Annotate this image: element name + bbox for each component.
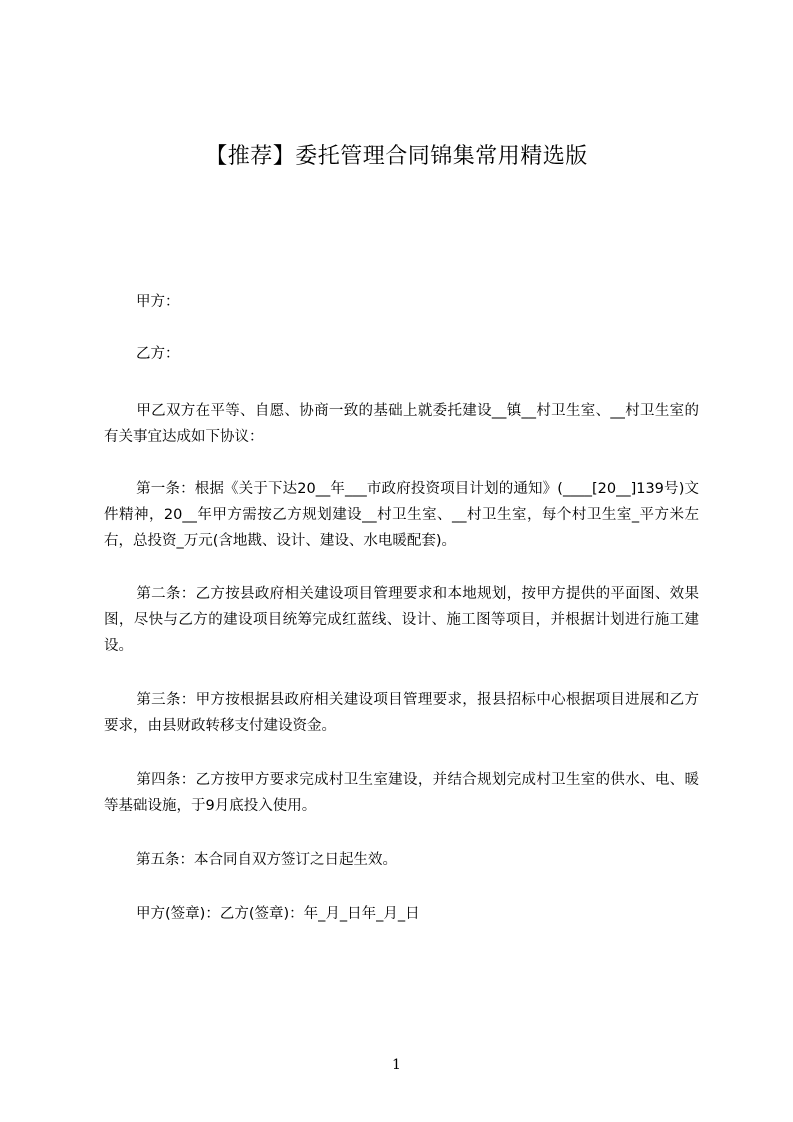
- article-1-text: 第一条：根据《关于下达20__年___市政府投资项目计划的通知》(____[20__]139号)文件精神，20__年甲方需按乙方规划建设__村卫生室、__村卫生室，每个村卫生室_平方米左右，总投资_万元(含地戡、设计、建设、水电暖配套)。: [104, 481, 699, 549]
- intro-paragraph: [104, 398, 699, 450]
- article-2-text: 第二条：乙方按县政府相关建设项目管理要求和本地规划，按甲方提供的平面图、效果图，尽快与乙方的建设项目统筹完成红蓝线、设计、施工图等项目，并根据计划进行施工建设。: [104, 586, 699, 654]
- party-a-label: 甲方：: [136, 294, 180, 310]
- party-b-label: 乙方：: [136, 346, 180, 362]
- article-1-paragraph: [104, 476, 699, 554]
- article-5-paragraph: [104, 847, 699, 873]
- signature-text: 甲方(签章)：乙方(签章)：年_月_日年_月_日: [136, 906, 420, 922]
- intro-text: 甲乙双方在平等、自愿、协商一致的基础上就委托建设__镇__村卫生室、__村卫生室的有关事宜达成如下协议：: [104, 403, 699, 445]
- article-3-text: 第三条：甲方按根据县政府相关建设项目管理要求，报县招标中心根据项目进展和乙方要求，由县财政转移支付建设资金。: [104, 692, 699, 734]
- page-number: 1: [392, 1057, 401, 1073]
- signature-line: [104, 901, 699, 927]
- article-5-text: 第五条：本合同自双方签订之日起生效。: [136, 852, 397, 868]
- party-a-line: [104, 289, 699, 315]
- article-4-text: 第四条：乙方按甲方要求完成村卫生室建设，并结合规划完成村卫生室的供水、电、暖等基础设施，于9月底投入使用。: [104, 772, 699, 814]
- party-b-line: [104, 341, 699, 367]
- article-4-paragraph: [104, 767, 699, 819]
- article-3-paragraph: [104, 687, 699, 739]
- document-title: 【推荐】委托管理合同锦集常用精选版: [205, 144, 588, 169]
- article-2-paragraph: [104, 581, 699, 659]
